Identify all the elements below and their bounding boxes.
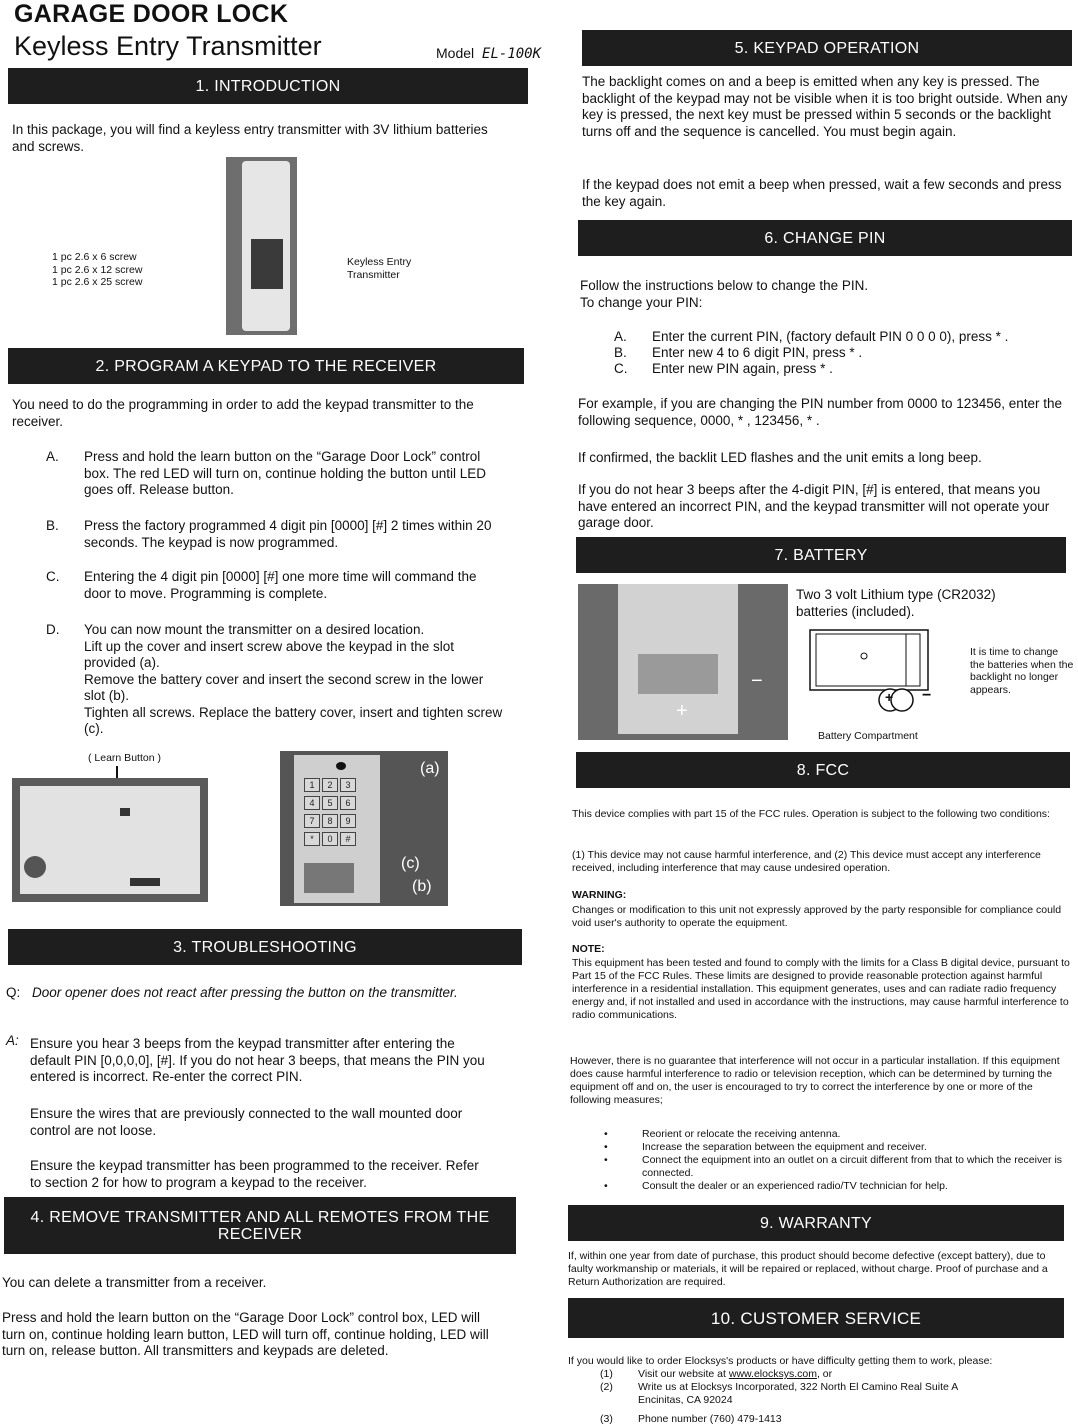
bullet-text: Reorient or relocate the receiving antenna. [642,1128,841,1140]
control-box-photo [12,778,208,902]
key-4: 4 [304,796,320,810]
question-text: Door opener does not react after pressing the button on the transmitter. [32,985,458,1000]
s3-answer: Ensure the keypad transmitter has been programmed to the receiver. Refer to section 2 for how to program a keypad to the receiver. [30,1158,479,1190]
compartment-outline [810,630,928,690]
key-hash: # [340,832,356,846]
s4-heading-line: 4. REMOVE TRANSMITTER AND ALL REMOTES FROM THE [30,1208,490,1226]
diagram-minus: − [922,687,932,704]
key-star: * [304,832,320,846]
fcc-note-text: This equipment has been tested and found to comply with the limits for a Class B digital device, pursuant to Part 15 of the FCC Rules. These limits are designed to provide reasonable protection against harmful interference in a residential installation. This equipment generates, uses and can radiate radio frequency energy and, if not installed and used in accordance with the instructions, may cause harmful interference to radio communications. [572,957,1070,1021]
service-intro: If you would like to order Elocksys's products or have difficulty getting them to work, please: [568,1355,993,1367]
plus-sign: + [676,700,688,722]
fcc-p2: (1) This device may not cause harmful interference, and (2) This device must accept any interference received, including interference that may cause undesired operation. [572,849,1041,874]
battery-spec-line: batteries (included). [796,603,915,619]
learn-button-icon [120,808,130,816]
bullet-text: Consult the dealer or an experienced radio/TV technician for help. [642,1180,948,1192]
s6-step [614,361,1074,378]
callout-a: (a) [420,760,440,777]
a-label: A: [6,1033,19,1048]
service-item [600,1368,1070,1381]
keypad-photo [280,751,448,906]
section-5-heading: 5. KEYPAD OPERATION [582,30,1072,66]
s5-p1: The backlight comes on and a beep is emitted when any key is pressed. The backlight of the keypad may not be visible when it is too bright outside. When any key is pressed, the next key must be pressed within 5 seconds or the backlight turns off and the sequence is cancelled. You must begin again. [582,74,1068,139]
s5-p2: If the keypad does not emit a beep when pressed, wait a few seconds and press the key again. [582,177,1062,209]
step-label: A. [46,449,59,464]
s4-p2: Press and hold the learn button on the “Garage Door Lock” control box, LED will turn on, continue holding learn button, LED will turn off, continue holding, LED will turn on, release button. All transmitters and keypads are deleted. [2,1310,489,1358]
section-3-heading: 3. TROUBLESHOOTING [8,929,522,965]
address-line: Encinitas, CA 92024 [638,1394,733,1406]
bullet-item: • Connect the equipment into an outlet on a circuit different from that to which the receiver is connected. [604,1154,1074,1180]
item-text [638,1381,958,1407]
item-num: (3) [600,1413,613,1425]
key-5: 5 [322,796,338,810]
minus-sign: − [751,670,763,692]
website-link[interactable]: www.elocksys.com [728,1368,817,1380]
service-item [600,1381,1070,1407]
battery-2-icon [891,689,913,711]
step-text: Enter new PIN again, press * . [652,361,833,376]
key-2: 2 [322,778,338,792]
battery-slot [638,654,718,694]
fcc-warning-text: Changes or modification to this unit not expressly approved by the party responsible for compliance could void user's authority to operate the equipment. [572,904,1062,929]
fcc-warning-title: WARNING: [572,889,627,901]
callout-c: (c) [401,855,420,872]
step-text: Entering the 4 digit pin [0000] [#] one more time will command the door to move. Programming is complete. [84,569,477,601]
service-items [600,1368,1070,1426]
transmitter-keypad [251,239,283,289]
step-label: D. [46,622,60,637]
bullet-text: Increase the separation between the equipment and receiver. [642,1141,927,1153]
section-7-heading: 7. BATTERY [576,537,1066,573]
document-title: GARAGE DOOR LOCK [14,0,289,28]
step-text: You can now mount the transmitter on a desired location. Lift up the cover and insert screw above the keypad in the slot provided (a). Remove the battery cover and insert the second screw in the lower slot (b). Tighten all screws. Replace the battery cover, insert and tighten screw (c). [84,622,503,736]
battery-photo [578,584,788,740]
key-6: 6 [340,796,356,810]
key-1: 1 [304,778,320,792]
address-line: Write us at Elocksys Incorporated, 322 North El Camino Real Suite A [638,1381,959,1393]
contact-icon [861,653,867,659]
screw-a-icon [336,762,346,770]
step-text: Press and hold the learn button on the “Garage Door Lock” control box. The red LED will turn on, continue holding the button until LED goes off. Release button. [84,449,487,497]
screw-item: 1 pc 2.6 x 25 screw [52,276,143,288]
s6-intro [580,278,868,311]
step-label: B. [46,518,59,533]
callout-b: (b) [412,878,432,895]
q-label: Q: [6,985,21,1000]
screw-list [52,251,142,289]
diagram-plus: + [885,689,894,705]
key-8: 8 [322,814,338,828]
fcc-p1: This device complies with part 15 of the FCC rules. Operation is subject to the following two conditions: [572,808,1050,820]
fcc-however: However, there is no guarantee that interference will not occur in a particular installation. If this equipment does cause harmful interference to radio or television reception, which can be determined by turning the equipment off and on, the user is encouraged to try to correct the interference by one or more of the following measures; [570,1055,1060,1106]
s6-intro-line: Follow the instructions below to change the PIN. [580,278,869,293]
device-label-line: Transmitter [347,268,400,281]
s2-step [46,569,506,602]
s2-intro: You need to do the programming in order to add the keypad transmitter to the receiver. [12,397,474,429]
fcc-bullets [604,1128,1074,1193]
control-box-body [20,786,200,894]
key-0: 0 [322,832,338,846]
section-2-heading: 2. PROGRAM A KEYPAD TO THE RECEIVER [8,348,524,384]
fcc-note-title: NOTE: [572,943,605,955]
item-text [638,1368,832,1381]
section-8-heading: 8. FCC [576,752,1070,788]
warranty-text: If, within one year from date of purchase, this product should become defective (except battery), due to faulty workmanship or materials, it will be repaired or replaced, without charge. Proof of purchase and a Return Authorization are required. [568,1250,1048,1288]
s6-step [614,329,1074,346]
terminal-block [130,878,160,886]
s6-step [614,345,1074,362]
s4-heading-line: RECEIVER [217,1225,303,1243]
speaker-icon [24,856,46,878]
screw-item: 1 pc 2.6 x 12 screw [52,263,143,276]
section-10-heading: 10. CUSTOMER SERVICE [568,1298,1064,1338]
device-label-line: Keyless Entry [347,256,412,268]
item-num: (1) [600,1368,613,1380]
battery-change-note: It is time to change the batteries when the backlight no longer appears. [970,646,1074,696]
keyless-entry-label [347,256,411,281]
section-6-heading: 6. CHANGE PIN [578,220,1072,256]
service-item [600,1413,1070,1426]
s4-p1: You can delete a transmitter from a receiver. [2,1275,267,1290]
s6-example: For example, if you are changing the PIN number from 0000 to 123456, enter the following sequence, 0000, * , 123456, * . [578,396,1063,428]
item-post: , or [816,1368,833,1380]
section-1-heading: 1. INTRODUCTION [8,68,528,104]
key-7: 7 [304,814,320,828]
bullet-item: • Consult the dealer or an experienced radio/TV technician for help. [604,1180,1074,1193]
s6-intro-line: To change your PIN: [580,294,703,310]
model-label: Model [436,45,475,61]
transmitter-photo [226,157,297,335]
section-4-heading [4,1197,516,1254]
screw-item: 1 pc 2.6 x 6 screw [52,251,137,263]
bullet-text: Connect the equipment into an outlet on a circuit different from that to which the receiver is connected. [642,1154,1063,1179]
item-pre: Visit our website at [638,1368,729,1380]
battery-slot [304,863,354,893]
step-label: C. [46,569,60,584]
s1-intro: In this package, you will find a keyless entry transmitter with 3V lithium batteries and screws. [12,122,488,154]
s6-confirm: If confirmed, the backlit LED flashes and the unit emits a long beep. [578,450,982,465]
document-subtitle: Keyless Entry Transmitter [14,31,322,61]
model-value: EL-100K [482,46,542,62]
step-text: Press the factory programmed 4 digit pin [0000] [#] 2 times within 20 seconds. The keypad is now programmed. [84,518,492,550]
s3-question [6,985,476,1002]
section-9-heading: 9. WARRANTY [568,1205,1064,1241]
bullet-item: • Reorient or relocate the receiving antenna. [604,1128,1074,1141]
item-num: (2) [600,1381,613,1393]
model-line [436,45,541,62]
bullet-item: • Increase the separation between the equipment and receiver. [604,1141,1074,1154]
step-text: Enter new 4 to 6 digit PIN, press * . [652,345,863,360]
s2-step [46,449,506,499]
s3-answer: Ensure the wires that are previously connected to the wall mounted door control are not loose. [30,1106,463,1138]
key-9: 9 [340,814,356,828]
compartment-inner [816,634,920,686]
s2-step [46,518,506,551]
step-label: C. [614,361,628,376]
step-label: A. [614,329,627,344]
s6-warning: If you do not hear 3 beeps after the 4-digit PIN, [#] is entered, that means you have entered an incorrect PIN, and the keypad transmitter will not operate your garage door. [578,482,1050,530]
battery-compartment-diagram [806,626,964,724]
s3-answer: Ensure you hear 3 beeps from the keypad transmitter after entering the default PIN [0,0,0,0], [#]. If you do not hear 3 beeps, that means the PIN you entered is incorrect. Re-enter the correct PIN. [30,1036,485,1084]
step-text: Enter the current PIN, (factory default PIN 0 0 0 0), press * . [652,329,1009,344]
learn-button-label: ( Learn Button ) [88,752,161,764]
battery-spec-line: Two 3 volt Lithium type (CR2032) [796,587,996,602]
battery-spec [796,587,996,620]
item-text: Phone number (760) 479-1413 [638,1413,782,1425]
step-label: B. [614,345,627,360]
key-3: 3 [340,778,356,792]
battery-compartment-label: Battery Compartment [818,730,918,742]
s2-step [46,622,506,738]
